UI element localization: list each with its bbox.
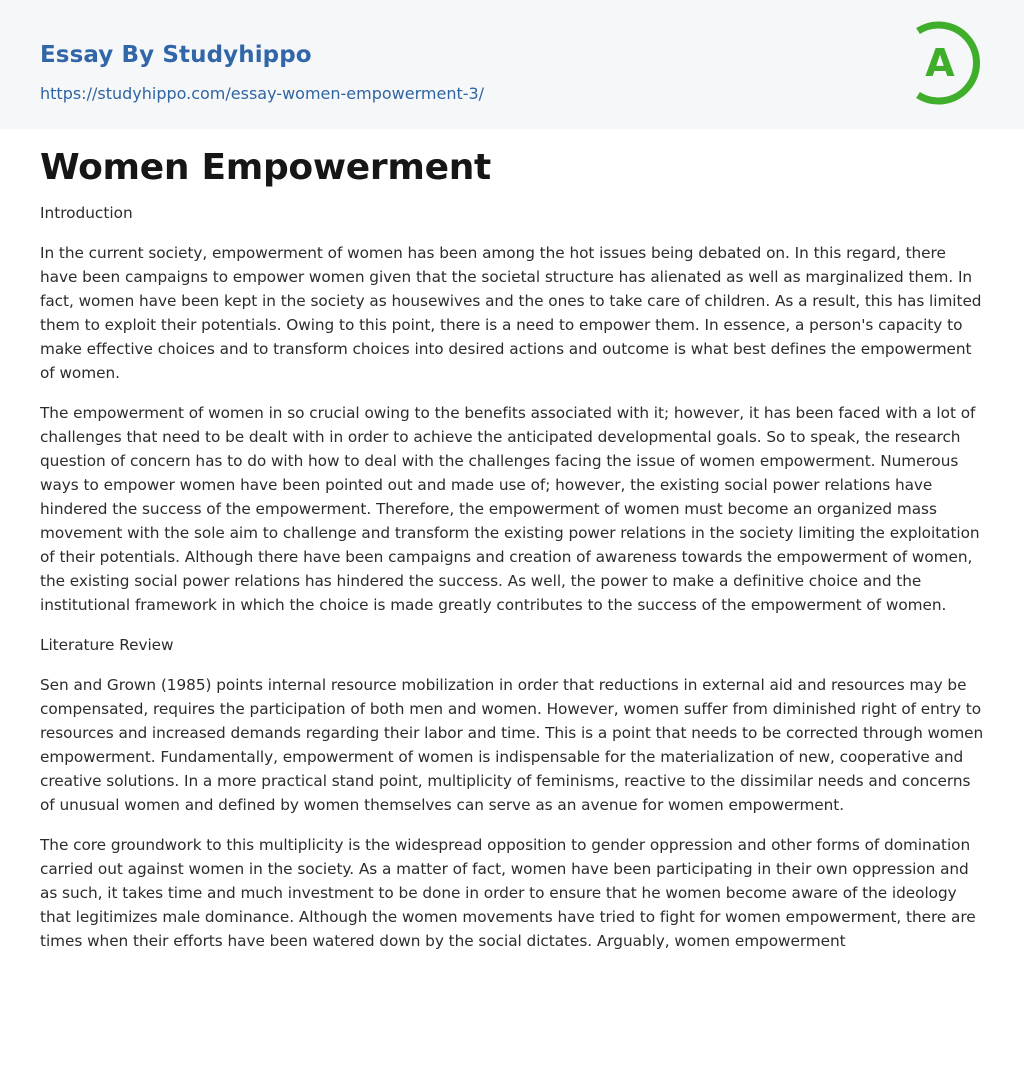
paragraph: The empowerment of women in so crucial owing to the benefits associated with it; however, it has been faced with a lot of challenges that need to be dealt with in order to achieve the anticipated developmental goals. So to speak, the research question of concern has to do with how to deal with the challenges facing the issue of women empowerment. Numerous ways to empower women have been pointed out and made use of; however, the existing social power relations have hindered the success of the empowerment. Therefore, the empowerment of women must become an organized mass movement with the sole aim to challenge and transform the existing power relations in the society limiting the exploitation of their potentials. Although there have been campaigns and creation of awareness towards the empowerment of women, the existing social power relations has hindered the success. As well, the power to make a definitive choice and the institutional framework in which the choice is made greatly contributes to the success of the empowerment of women.: [40, 404, 980, 614]
paragraph: The core groundwork to this multiplicity is the widespread opposition to gender oppression and other forms of domination carried out against women in the society. As a matter of fact, women have been participating in their own oppression and as such, it takes time and much investment to be done in order to ensure that he women become aware of the ideology that legitimizes male dominance. Although the women movements have tried to fight for women empowerment, there are times when their efforts have been watered down by the social dictates. Arguably, women empowerment: [40, 836, 976, 950]
section-heading-introduction: Introduction: [40, 204, 133, 222]
logo-letter: A: [925, 41, 955, 85]
site-header: [0, 0, 1024, 129]
paragraph: In the current society, empowerment of women has been among the hot issues being debated on. In this regard, there have been campaigns to empower women given that the societal structure has alienated as well as marginalized them. In fact, women have been kept in the society as housewives and the ones to take care of children. As a result, this has limited them to exploit their potentials. Owing to this point, there is a need to empower them. In essence, a person's capacity to make effective choices and to transform choices into desired actions and outcome is what best defines the empowerment of women.: [40, 244, 982, 382]
brand-title[interactable]: Essay By Studyhippo: [40, 42, 312, 68]
studyhippo-logo-icon[interactable]: [910, 18, 988, 106]
paragraph: Sen and Grown (1985) points internal resource mobilization in order that reductions in external aid and resources may be compensated, requires the participation of both men and women. However, women suffer from diminished right of entry to resources and increased demands regarding their labor and time. This is a point that needs to be corrected through women empowerment. Fundamentally, empowerment of women is indispensable for the materialization of new, cooperative and creative solutions. In a more practical stand point, multiplicity of feminisms, reactive to the dissimilar needs and concerns of unusual women and defined by women themselves can serve as an avenue for women empowerment.: [40, 676, 984, 814]
section-heading-literature-review: Literature Review: [40, 636, 174, 654]
essay-url-link[interactable]: https://studyhippo.com/essay-women-empowerment-3/: [40, 84, 485, 103]
page-title: Women Empowerment: [40, 147, 491, 188]
essay-content: [40, 145, 986, 953]
